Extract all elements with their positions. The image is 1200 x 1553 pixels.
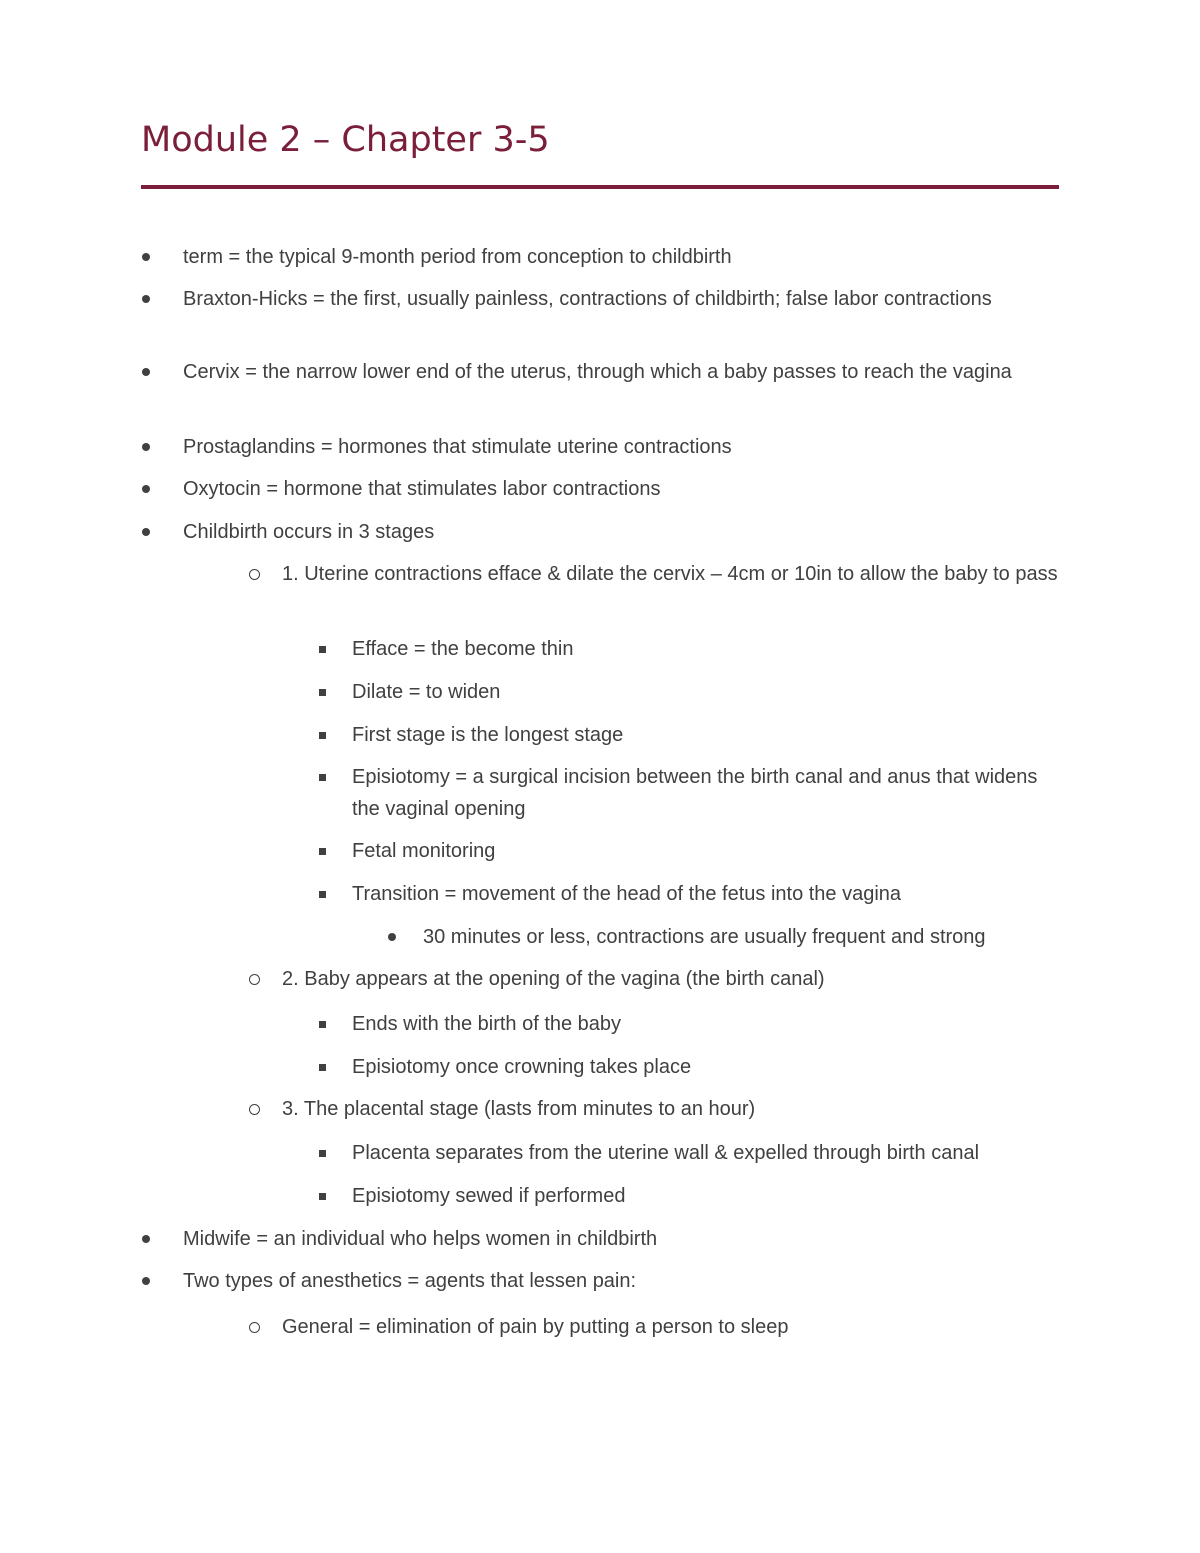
disc-bullet-icon <box>142 443 150 451</box>
list-item: 3. The placental stage (lasts from minutes to an hour) <box>282 1098 756 1120</box>
list-item: First stage is the longest stage <box>352 724 624 746</box>
list-item: Oxytocin = hormone that stimulates labor contractions <box>183 478 661 500</box>
circle-bullet-icon <box>249 569 260 580</box>
list-item: Prostaglandins = hormones that stimulate uterine contractions <box>183 436 732 458</box>
disc-bullet-icon <box>142 485 150 493</box>
list-item: Efface = the become thin <box>352 638 574 660</box>
list-item: Cervix = the narrow lower end of the uterus, through which a baby passes to reach the vagina <box>183 361 1012 383</box>
disc-bullet-icon <box>388 933 396 941</box>
list-item: 2. Baby appears at the opening of the vagina (the birth canal) <box>282 968 825 990</box>
disc-bullet-icon <box>142 528 150 536</box>
list-item: Episiotomy once crowning takes place <box>352 1056 692 1078</box>
square-bullet-icon <box>319 732 326 739</box>
list-item: Transition = movement of the head of the fetus into the vagina <box>352 883 902 905</box>
square-bullet-icon <box>319 1064 326 1071</box>
square-bullet-icon <box>319 646 326 653</box>
square-bullet-icon <box>319 1150 326 1157</box>
disc-bullet-icon <box>142 295 150 303</box>
list-item: Ends with the birth of the baby <box>352 1013 622 1035</box>
disc-bullet-icon <box>142 1277 150 1285</box>
square-bullet-icon <box>319 891 326 898</box>
circle-bullet-icon <box>249 974 260 985</box>
list-item: Dilate = to widen <box>352 681 501 703</box>
list-item: Episiotomy sewed if performed <box>352 1185 626 1207</box>
list-item: 30 minutes or less, contractions are usually frequent and strong <box>423 926 986 948</box>
list-item: Episiotomy = a surgical incision between the birth canal and anus that widens the vaginal opening <box>352 766 1038 820</box>
list-item: Braxton-Hicks = the first, usually painless, contractions of childbirth; false labor contractions <box>183 288 992 310</box>
list-item: Placenta separates from the uterine wall & expelled through birth canal <box>352 1142 980 1164</box>
list-item: General = elimination of pain by putting a person to sleep <box>282 1316 789 1338</box>
list-item: Midwife = an individual who helps women in childbirth <box>183 1228 658 1250</box>
title-divider <box>141 185 1059 189</box>
list-item: Two types of anesthetics = agents that lessen pain: <box>183 1270 637 1292</box>
list-item: Childbirth occurs in 3 stages <box>183 521 435 543</box>
square-bullet-icon <box>319 774 326 781</box>
page-title: Module 2 – Chapter 3-5 <box>141 120 550 160</box>
square-bullet-icon <box>319 689 326 696</box>
circle-bullet-icon <box>249 1322 260 1333</box>
circle-bullet-icon <box>249 1104 260 1115</box>
list-item: term = the typical 9-month period from conception to childbirth <box>183 246 732 268</box>
square-bullet-icon <box>319 1193 326 1200</box>
list-item: 1. Uterine contractions efface & dilate the cervix – 4cm or 10in to allow the baby to pass <box>282 563 1058 585</box>
disc-bullet-icon <box>142 253 150 261</box>
disc-bullet-icon <box>142 1235 150 1243</box>
list-item: Fetal monitoring <box>352 840 496 862</box>
square-bullet-icon <box>319 848 326 855</box>
square-bullet-icon <box>319 1021 326 1028</box>
disc-bullet-icon <box>142 368 150 376</box>
